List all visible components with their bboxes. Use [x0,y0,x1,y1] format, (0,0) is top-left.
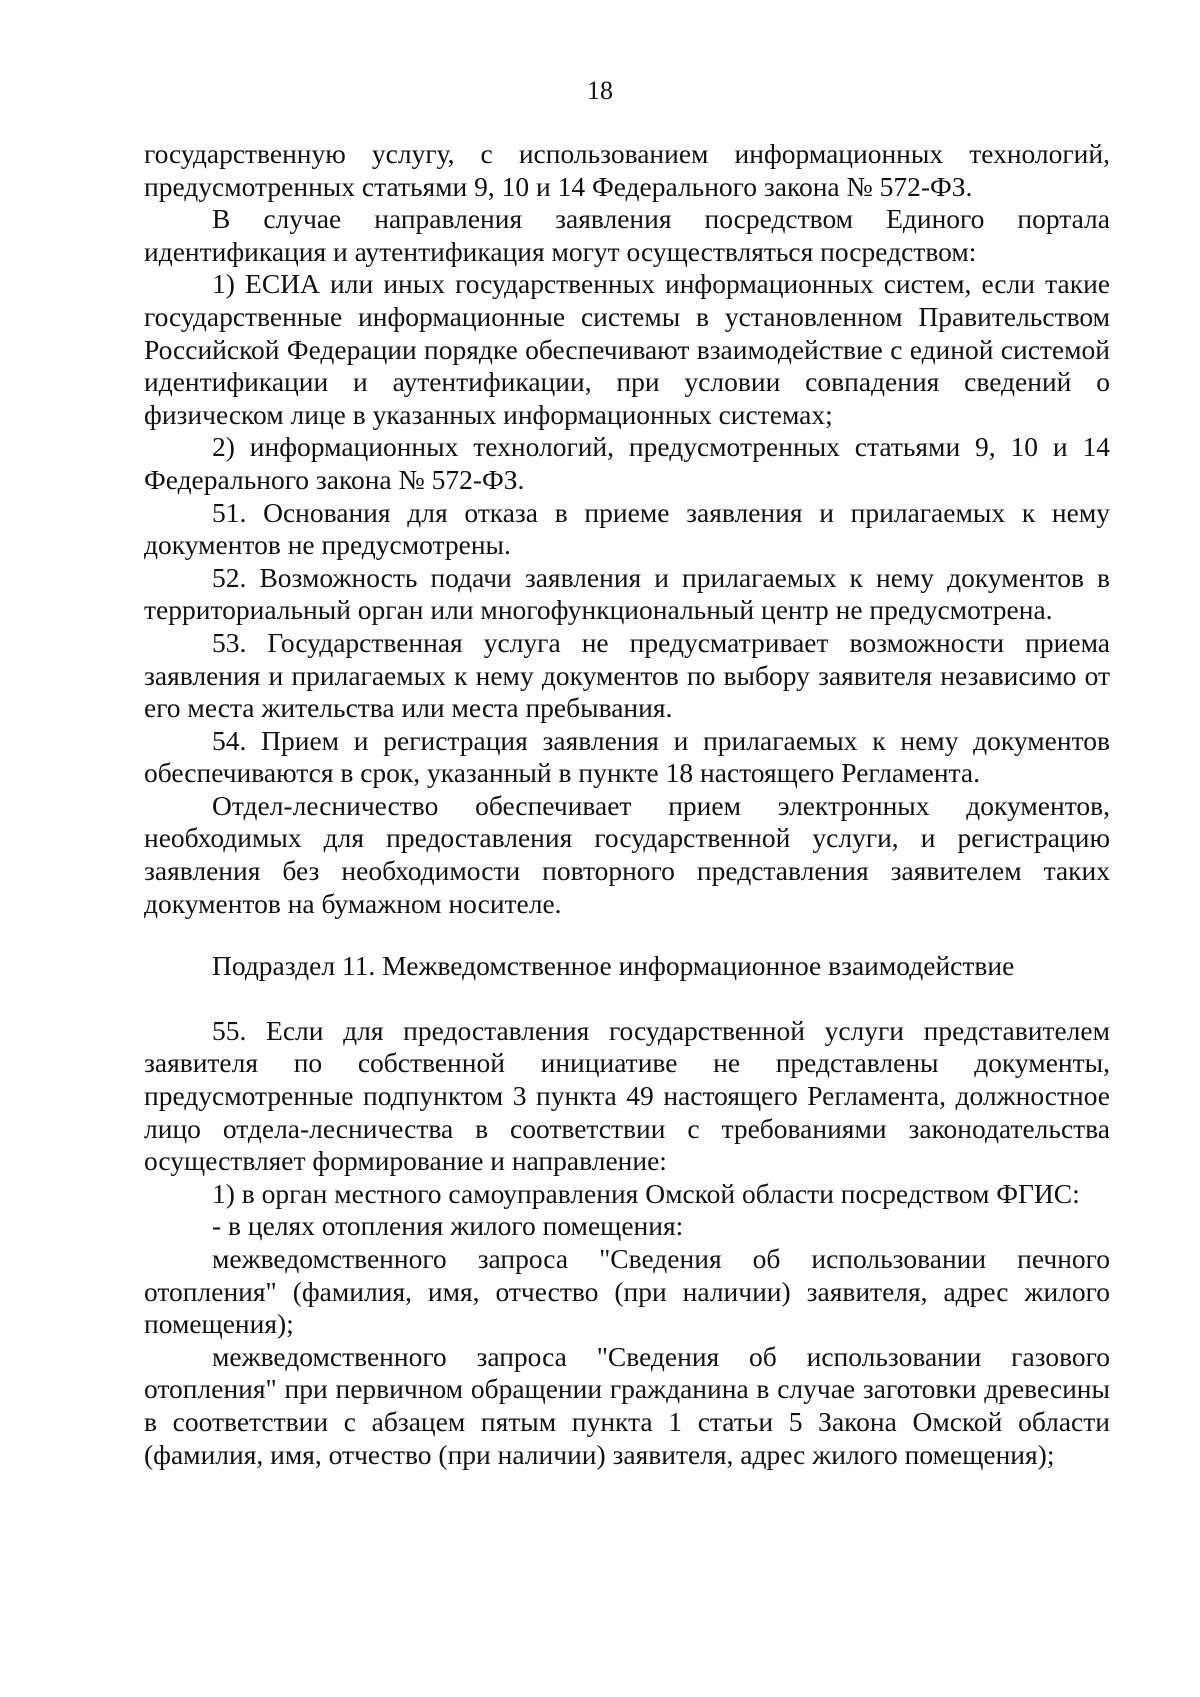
paragraph-heating-purpose: - в целях отопления жилого помещения: [212,1210,684,1242]
subsection-heading: Подраздел 11. Межведомственное информационное взаимодействие [212,950,1015,982]
paragraph-otdel: Отдел-лесничество обеспечивает прием электронных документов, необходимых для предоставления государственной услуги, и регистрацию заявления без необходимости повторного представления заявителем таких документов на бумажном носителе. [144,789,1110,919]
paragraph-gas-request: межведомственного запроса "Сведения об использовании газового отопления" при первичном обращении гражданина в случае заготовки древесины в соответствии с абзацем пятым пункта 1 статьи 5 Закона Омской области (фамилия, имя, отчество (при наличии) заявителя, адрес жилого помещения); [144,1340,1110,1470]
paragraph-continuation: государственную услугу, с использованием информационных технологий, предусмотренных статьями 9, 10 и 14 Федерального закона № 572-ФЗ. [144,138,1110,202]
page-number: 18 [587,76,613,105]
paragraph-52: 52. Возможность подачи заявления и прилагаемых к нему документов в территориальный орган или многофункциональный центр не предусмотрена. [144,561,1110,626]
document-body [144,138,1110,1471]
paragraph-53: 53. Государственная услуга не предусматривает возможности приема заявления и прилагаемых к нему документов по выбору заявителя независимо от его места жительства или места пребывания. [144,626,1110,724]
paragraph-item-1: 1) ЕСИА или иных государственных информационных систем, если такие государственные информационные системы в установленном Правительством Российской Федерации порядке обеспечивают взаимодействие с единой системой идентификации и аутентификации, при условии совпадения сведений о физическом лице в указанных информационных системах; [144,268,1110,430]
paragraph-51: 51. Основания для отказа в приеме заявления и прилагаемых к нему документов не предусмотрены. [144,496,1110,561]
paragraph-esia-intro: В случае направления заявления посредством Единого портала идентификация и аутентификация могут осуществляться посредством: [144,203,1110,267]
paragraph-stove-request: межведомственного запроса "Сведения об использовании печного отопления" (фамилия, имя, отчество (при наличии) заявителя, адрес жилого помещения); [144,1243,1110,1340]
paragraph-55-item-1: 1) в орган местного самоуправления Омской области посредством ФГИС: [212,1177,1080,1209]
paragraph-54: 54. Прием и регистрация заявления и прилагаемых к нему документов обеспечиваются в срок, указанный в пункте 18 настоящего Регламента. [144,724,1110,789]
paragraph-55: 55. Если для предоставления государственной услуги представителем заявителя по собственной инициативе не представлены документы, предусмотренные подпунктом 3 пункта 49 настоящего Регламента, должностное лицо отдела-лесничества в соответствии с требованиями законодательства осуществляет формирование и направление: [144,1014,1110,1177]
paragraph-item-2: 2) информационных технологий, предусмотренных статьями 9, 10 и 14 Федерального закона № 572-ФЗ. [144,431,1110,495]
